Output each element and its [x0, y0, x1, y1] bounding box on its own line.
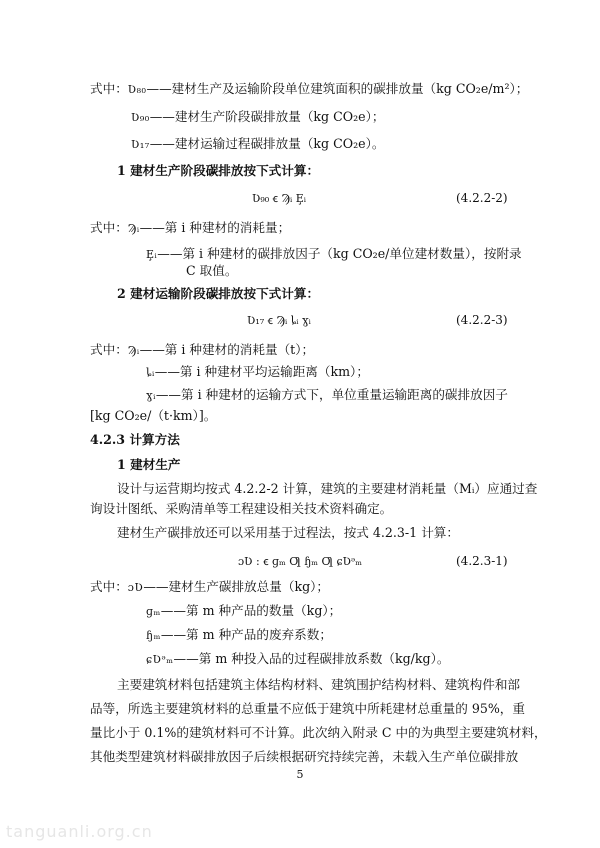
- equation-number: (4.2.2-2): [456, 191, 508, 205]
- definition-ef-m: ——第 m 种投入品的过程碳排放系数（kg/kg）。: [173, 651, 450, 666]
- subsection-title: 1 建材生产: [117, 457, 181, 472]
- symbol-t-i: ɣᵢ: [146, 389, 156, 402]
- watermark: tanguanli.org.cn: [6, 822, 153, 841]
- definition-line: [146, 650, 450, 668]
- paragraph-line: 其他类型建筑材料碳排放因子后续根据研究持续完善，未载入生产单位碳排放: [90, 749, 519, 764]
- item-2-title: 2 建材运输阶段碳排放按下式计算：: [117, 286, 320, 301]
- definition-line: [131, 108, 384, 126]
- paragraph-line: 设计与运营期均按式 4.2.2-2 计算，建筑的主要建材消耗量（Mᵢ）应通过查: [117, 481, 538, 496]
- definition-e: ——建材生产碳排放总量（kg）；: [143, 579, 330, 594]
- definition-c-ys: ——建材运输过程碳排放量（kg CO₂e）。: [149, 136, 385, 151]
- definitions-intro: 式中：Ʋ₈₀——建材生产及运输阶段单位建筑面积的碳排放量（kg CO₂e/m²）；: [90, 81, 529, 96]
- definition-c-sc: ——建材生产阶段碳排放量（kg CO₂e）；: [149, 109, 385, 124]
- symbol-f-i: Ȩᵢ: [146, 248, 158, 261]
- equation-4-2-2-3: Ʋ₁₇ ꞓ Ϡᵢ ȴᵢ ɣᵢ: [247, 314, 311, 327]
- paragraph-line: 品等，所选主要建筑材料的总重量不应低于建筑中所耗建材总重量的 95%，重: [90, 701, 525, 716]
- definition-line: 式中：Ϡᵢ——第 i 种建材的消耗量；: [90, 220, 291, 235]
- paragraph-line: 建材生产碳排放还可以采用基于过程法，按式 4.2.3-1 计算：: [117, 525, 459, 540]
- equation-number: (4.2.3-1): [456, 554, 508, 568]
- item-1-title: 1 建材生产阶段碳排放按下式计算：: [117, 163, 320, 178]
- equation-number: (4.2.2-3): [456, 313, 508, 327]
- definition-f-i: ——第 i 种建材的碳排放因子（kg CO₂e/单位建材数量），按附录: [157, 246, 522, 261]
- definition-line: 式中：ɔƲ——建材生产碳排放总量（kg）；: [90, 579, 330, 594]
- symbol-ef-m: ɕƲᵊₘ: [146, 653, 174, 666]
- definition-m-i: ——第 i 种建材的消耗量；: [139, 220, 291, 235]
- symbol-w-m: ɧₘ: [146, 629, 161, 642]
- symbol-c-sc: Ʋ₉₀: [131, 111, 150, 124]
- definition-line: [146, 386, 508, 404]
- symbol-e: ɔƲ: [127, 581, 144, 594]
- paragraph-line: 主要建筑材料包括建筑主体结构材料、建筑围护结构材料、建筑构件和部: [117, 677, 520, 692]
- definition-line: [131, 135, 384, 153]
- symbol-c-ys: Ʋ₁₇: [131, 138, 150, 151]
- definition-line: [146, 602, 341, 620]
- definition-line: [146, 626, 332, 644]
- symbol-m-i: Ϡᵢ: [127, 222, 140, 235]
- equation-4-2-2-2: Ʋ₉₀ ꞓ Ϡᵢ Ȩᵢ: [252, 192, 307, 205]
- definition-q-m: ——第 m 种产品的数量（kg）；: [160, 603, 342, 618]
- section-heading: 4.2.3 计算方法: [90, 432, 180, 447]
- symbol-c-jc: Ʋ₈₀: [127, 83, 147, 96]
- page-number: 5: [296, 768, 304, 781]
- definition-line: [146, 363, 369, 381]
- definition-m-i: ——第 i 种建材的消耗量（t）；: [139, 342, 315, 357]
- paragraph-line: 询设计图纸、采购清单等工程建设相关技术资料确定。: [90, 501, 393, 516]
- definition-w-m: ——第 m 种产品的废弃系数；: [160, 627, 332, 642]
- definition-line: [146, 245, 522, 263]
- definition-c-jc: ——建材生产及运输阶段单位建筑面积的碳排放量（kg CO₂e/m²）；: [146, 81, 529, 96]
- definition-d-i: ——第 i 种建材平均运输距离（km）；: [154, 364, 369, 379]
- definition-t-i: ——第 i 种建材的运输方式下，单位重量运输距离的碳排放因子: [155, 387, 508, 402]
- symbol-d-i: ȴᵢ: [146, 366, 155, 379]
- definition-continuation: [kg CO₂e/（t·km）]。: [90, 408, 217, 423]
- equation-4-2-3-1: ɔƲ : ꞓ ɡₘ Ƣ ɧₘ Ƣ ɕƲᵊₘ: [238, 555, 362, 568]
- symbol-q-m: ɡₘ: [146, 605, 161, 618]
- definition-line: 式中：Ϡᵢ——第 i 种建材的消耗量（t）；: [90, 342, 315, 357]
- symbol-m-i: Ϡᵢ: [127, 344, 140, 357]
- definition-continuation: C 取值。: [186, 263, 238, 278]
- paragraph-line: 量比小于 0.1%的建筑材料可不计算。此次纳入附录 C 中的为典型主要建筑材料，: [90, 725, 547, 740]
